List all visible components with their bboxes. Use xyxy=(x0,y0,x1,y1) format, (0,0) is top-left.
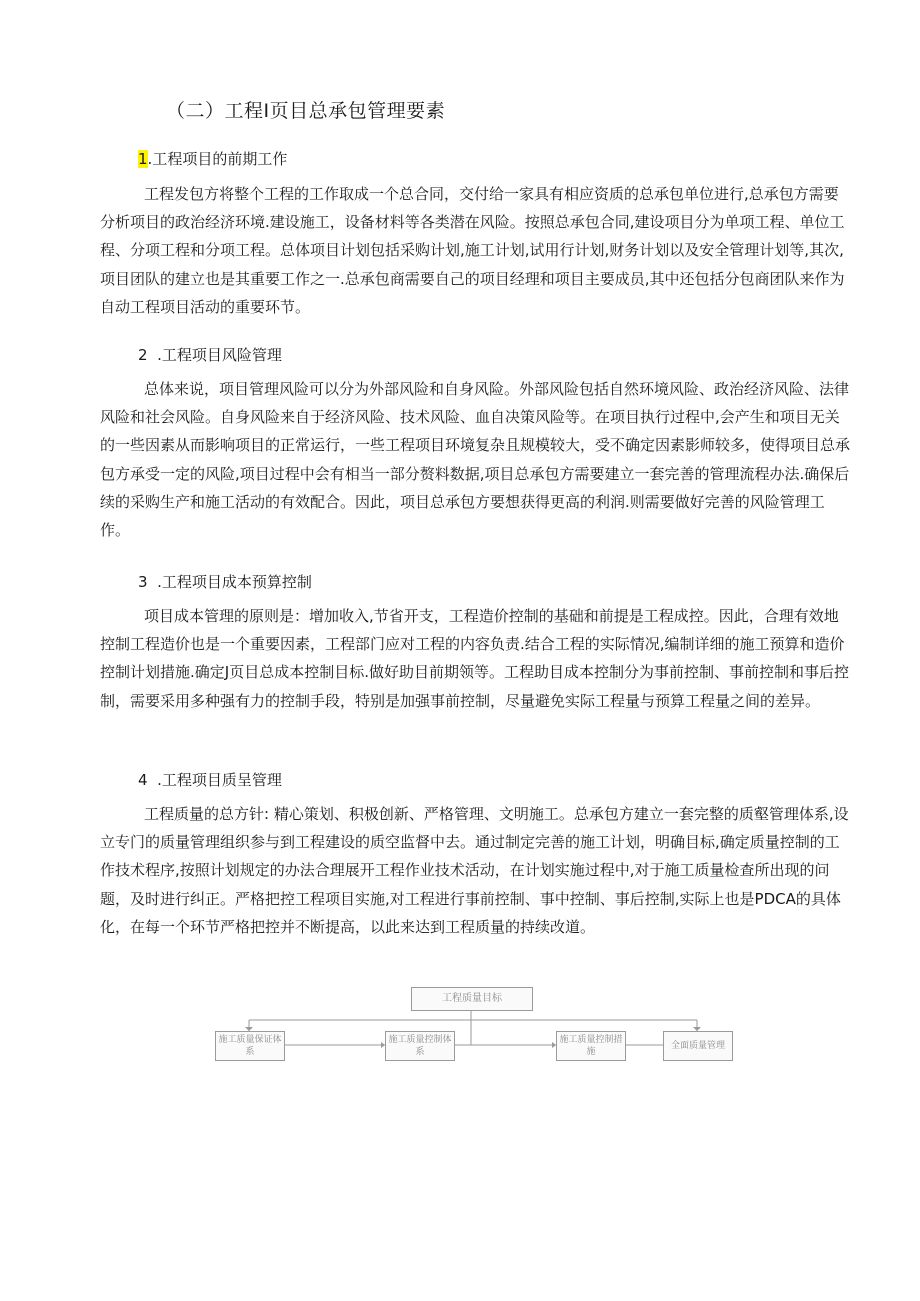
paragraph-1-text: 工程发包方将整个工程的工作取成一个总合同，交付给一家具有相应资质的总承包单位进行,总承包方需要分析项目的政治经济环境.建设施工，设备材料等各类潜在风险。按照总承包合同,建设项目分为单项工程、单位工程、分项工程和分项工程。总体项目计划包括采购计划,施工计划,试用行计划,财务计划以及安全管理计划等,其次,项目团队的建立也是其重要工作之一.总承包商需要自己的项目经理和项目主要成员,其中还包括分包商团队来作为自动工程项目活动的重要环节。 xyxy=(100,185,845,316)
heading-2: 2 .工程项目风险管理 xyxy=(138,346,282,364)
paragraph-2 xyxy=(100,375,850,544)
section-title: （二）工程I页目总承包管理要素 xyxy=(166,100,446,122)
paragraph-4 xyxy=(100,800,850,941)
diagram-box-total-quality-management: 全面质量管理 xyxy=(663,1031,733,1061)
heading-4: 4 .工程项目质呈管理 xyxy=(138,771,282,789)
heading-3: 3 .工程项目成本预算控制 xyxy=(138,573,312,591)
highlight-marker: 1 xyxy=(138,150,148,168)
paragraph-4-text: 工程质量的总方针: 精心策划、积极创新、严格管理、文明施工。总承包方建立一套完整的质壑管理体系,设立专门的质量管理组织参与到工程建设的质空监督中去。通过制定完善的施工计划，明确目标,确定质量控制的工作技术程序,按照计划规定的办法合理展开工程作业技术活动，在计划实施过程中,对于施工质量检查所出现的问题，及时进行纠正。严格把控工程项目实施,对工程进行事前控制、事中控制、事后控制,实际上也是PDCA的具体化，在每一个环节严格把控并不断提高，以此来达到工程质量的持续改道。 xyxy=(100,805,849,936)
paragraph-3 xyxy=(100,602,850,715)
paragraph-2-text: 总体来说，项目管理风险可以分为外部风险和自身风险。外部风险包括自然环境风险、政治经济风险、法律风险和社会风险。自身风险来自于经济风险、技术风险、血自决策风险等。在项目执行过程中,会产生和项目无关的一些因素从而影响项目的正常运行，一些工程项目环境复杂且规模较大，受不确定因素影师较多，使得项目总承包方承受一定的风险,项目过程中会有相当一部分赘料数据,项目总承包方需要建立一套完善的管理流程办法.确保后续的采购生产和施工活动的有效配合。因此，项目总承包方要想获得更高的利润.则需要做好完善的风险管理工作。 xyxy=(100,380,851,540)
paragraph-3-text: 项目成本管理的原则是：增加收入,节省开支，工程造价控制的基础和前提是工程成控。因此，合理有效地控制工程造价也是一个重要因素，工程部门应对工程的内容负责.结合工程的实际情况,编制详细的施工预算和造价控制计划措施.确定J页目总成本控制目标.做好助目前期领等。工程助目成本控制分为事前控制、事前控制和事后控制，需要采用多种强有力的控制手段，特别是加强事前控制，尽量避免实际工程量与预算工程量之间的差异。 xyxy=(100,607,849,710)
heading-1-text: .工程项目的前期工作 xyxy=(147,150,288,168)
diagram-box-quality-goal: 工程质量目标 xyxy=(411,987,533,1011)
diagram-box-control-system: 施工质量控制体系 xyxy=(385,1031,455,1061)
heading-1 xyxy=(138,148,287,169)
paragraph-1 xyxy=(100,180,850,321)
diagram-box-control-measures: 施工质量控制措施 xyxy=(556,1031,626,1061)
diagram-box-assurance-system: 施工质量保证体系 xyxy=(215,1031,285,1061)
